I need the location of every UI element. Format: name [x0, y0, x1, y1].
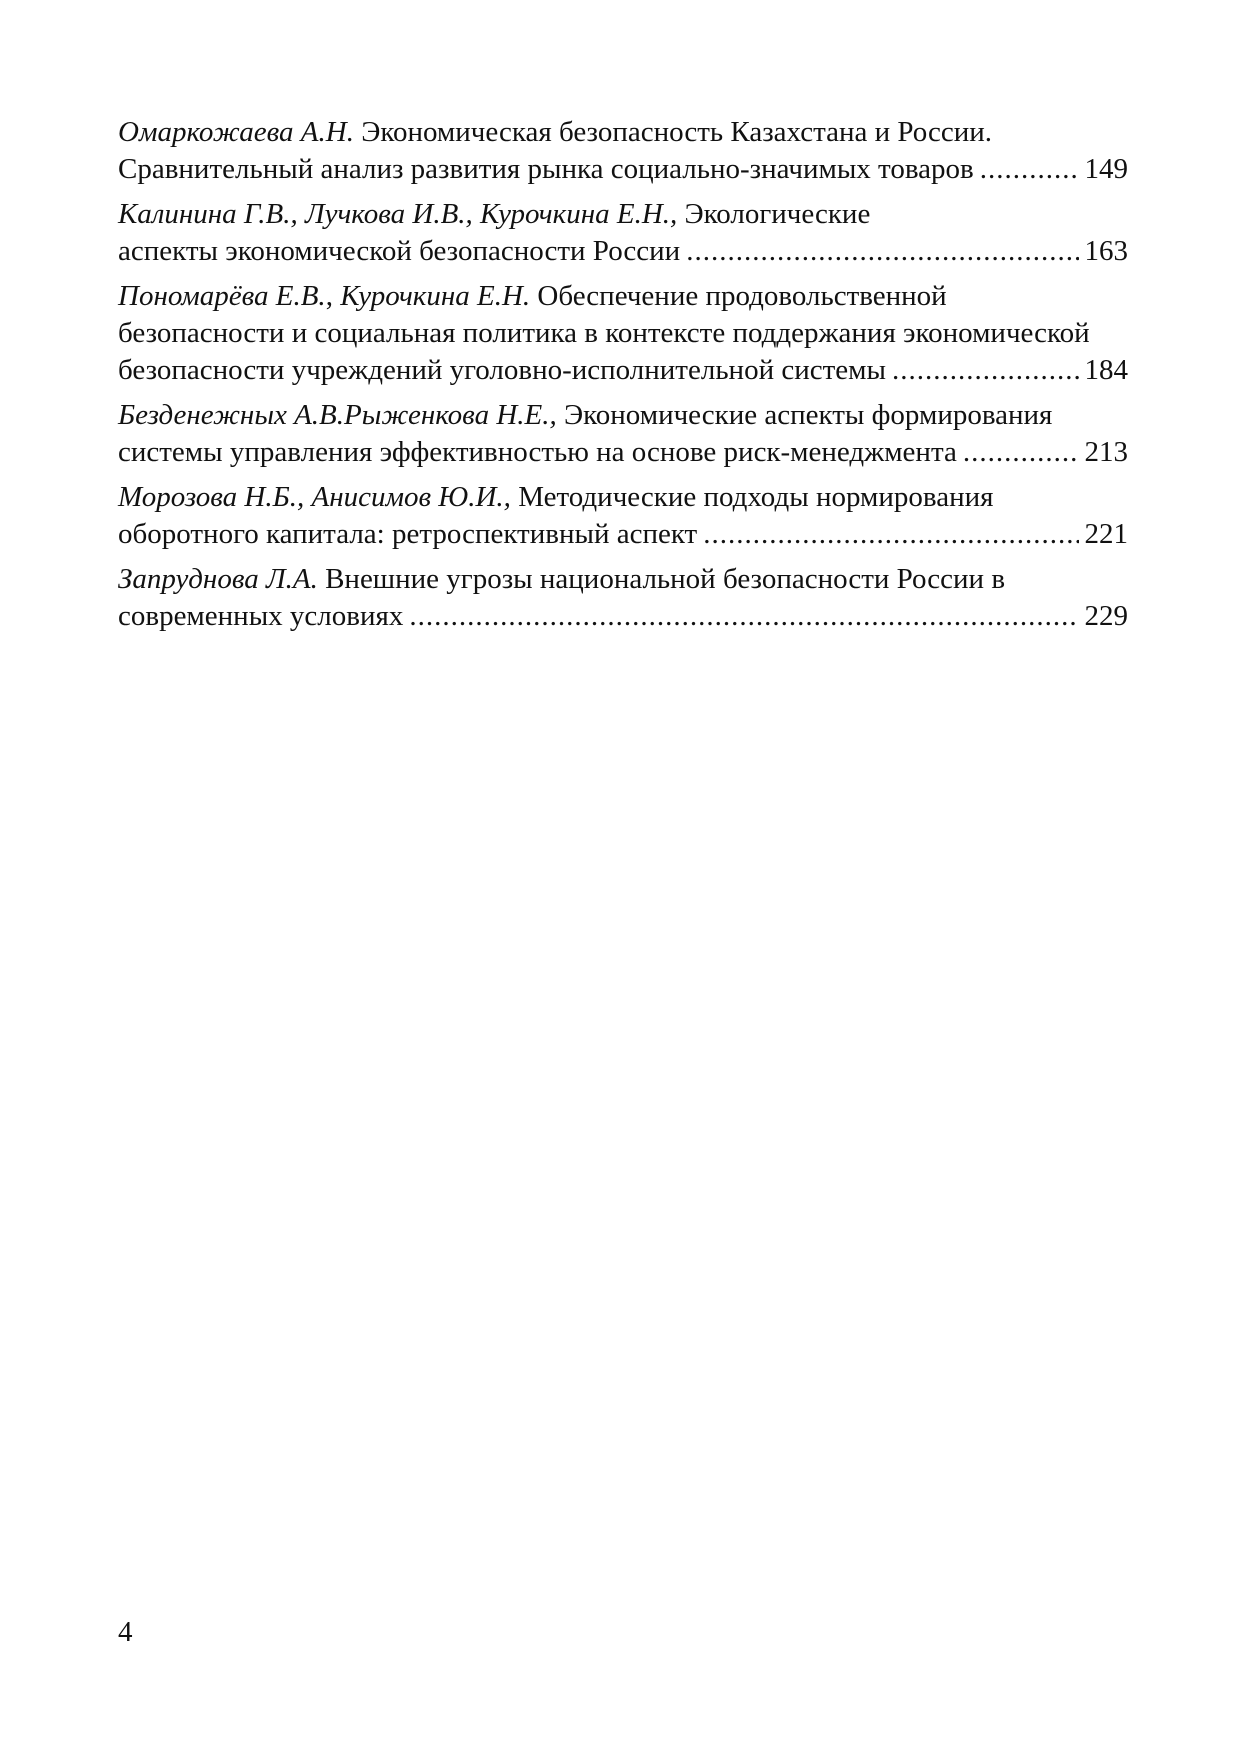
- toc-entry-heading-line: [118, 196, 1128, 233]
- toc-entry[interactable]: [118, 114, 1128, 188]
- toc-entry[interactable]: [118, 196, 1128, 270]
- toc-entry-leader-line: [118, 151, 1128, 188]
- toc-entry-leader-line: [118, 233, 1128, 270]
- toc-entry[interactable]: [118, 479, 1128, 553]
- toc-entry-leader-line: [118, 434, 1128, 471]
- toc-entry-authors: Безденежных А.В.Рыженкова Н.Е.,: [118, 399, 557, 431]
- toc-entry-authors: Морозова Н.Б., Анисимов Ю.И.,: [118, 481, 511, 513]
- toc-entry-title-end: безопасности учреждений уголовно-исполнительной системы: [118, 354, 886, 386]
- toc-entry-authors: Запруднова Л.А.: [118, 563, 318, 595]
- toc-entry-page-number: 163: [1084, 235, 1128, 267]
- toc-entry-page-number: 213: [1084, 436, 1128, 468]
- toc-entry-heading-line: [118, 561, 1128, 598]
- dot-leader: [892, 352, 1079, 389]
- dot-leader: [980, 151, 1079, 188]
- toc-entry-authors-second: Курочкина Е.Н.: [340, 280, 531, 312]
- dot-leader: [409, 598, 1078, 635]
- toc-entry-leader-line: [118, 516, 1128, 553]
- toc-entry-title-start: Экономические аспекты формирования: [556, 399, 1053, 431]
- page-number: 4: [118, 1616, 133, 1648]
- dot-leader: [686, 233, 1078, 270]
- toc-entry[interactable]: [118, 397, 1128, 471]
- toc-entry-title-end: аспекты экономической безопасности России: [118, 235, 681, 267]
- toc-entry[interactable]: [118, 561, 1128, 635]
- toc-entry-title-start: Обеспечение продовольственной: [530, 280, 947, 312]
- toc-entry-title-start: Экологические: [677, 198, 871, 230]
- toc-entry-page-number: 229: [1084, 600, 1128, 632]
- toc-entry-page-number: 149: [1084, 153, 1128, 185]
- toc-entry[interactable]: [118, 278, 1128, 389]
- toc-entry-leader-line: [118, 352, 1128, 389]
- toc-entry-heading-line: [118, 397, 1128, 434]
- toc-entry-leader-line: [118, 598, 1128, 635]
- toc-entry-page-number: 184: [1084, 354, 1128, 386]
- toc-entry-authors: Пономарёва Е.В.: [118, 280, 326, 312]
- toc-entry-heading-line: [118, 114, 1128, 151]
- toc-entry-heading-line: [118, 278, 1128, 315]
- toc-entry-authors: Калинина Г.В., Лучкова И.В., Курочкина Е.Н.,: [118, 198, 678, 230]
- toc-entry-heading-line: [118, 479, 1128, 516]
- toc-entry-page-number: 221: [1084, 518, 1128, 550]
- toc-entry-authors-separator: ,: [325, 280, 341, 312]
- toc-entry-title-start: Экономическая безопасность Казахстана и России.: [353, 116, 993, 148]
- toc-entry-title-start: Методические подходы нормирования: [510, 481, 994, 513]
- toc-entry-title-middle: безопасности и социальная политика в контексте поддержания экономической: [118, 317, 1090, 349]
- toc-entry-authors: Омаркожаева А.Н.: [118, 116, 354, 148]
- toc-entry-title-end: системы управления эффективностью на основе риск-менеджмента: [118, 436, 957, 468]
- table-of-contents: [118, 114, 1128, 643]
- toc-entry-title-end: современных условиях: [118, 600, 404, 632]
- toc-entry-title-start: Внешние угрозы национальной безопасности России в: [317, 563, 1006, 595]
- dot-leader: [963, 434, 1079, 471]
- toc-entry-title-end: Сравнительный анализ развития рынка социально-значимых товаров: [118, 153, 974, 185]
- dot-leader: [703, 516, 1078, 553]
- toc-entry-title-end: оборотного капитала: ретроспективный аспект: [118, 518, 698, 550]
